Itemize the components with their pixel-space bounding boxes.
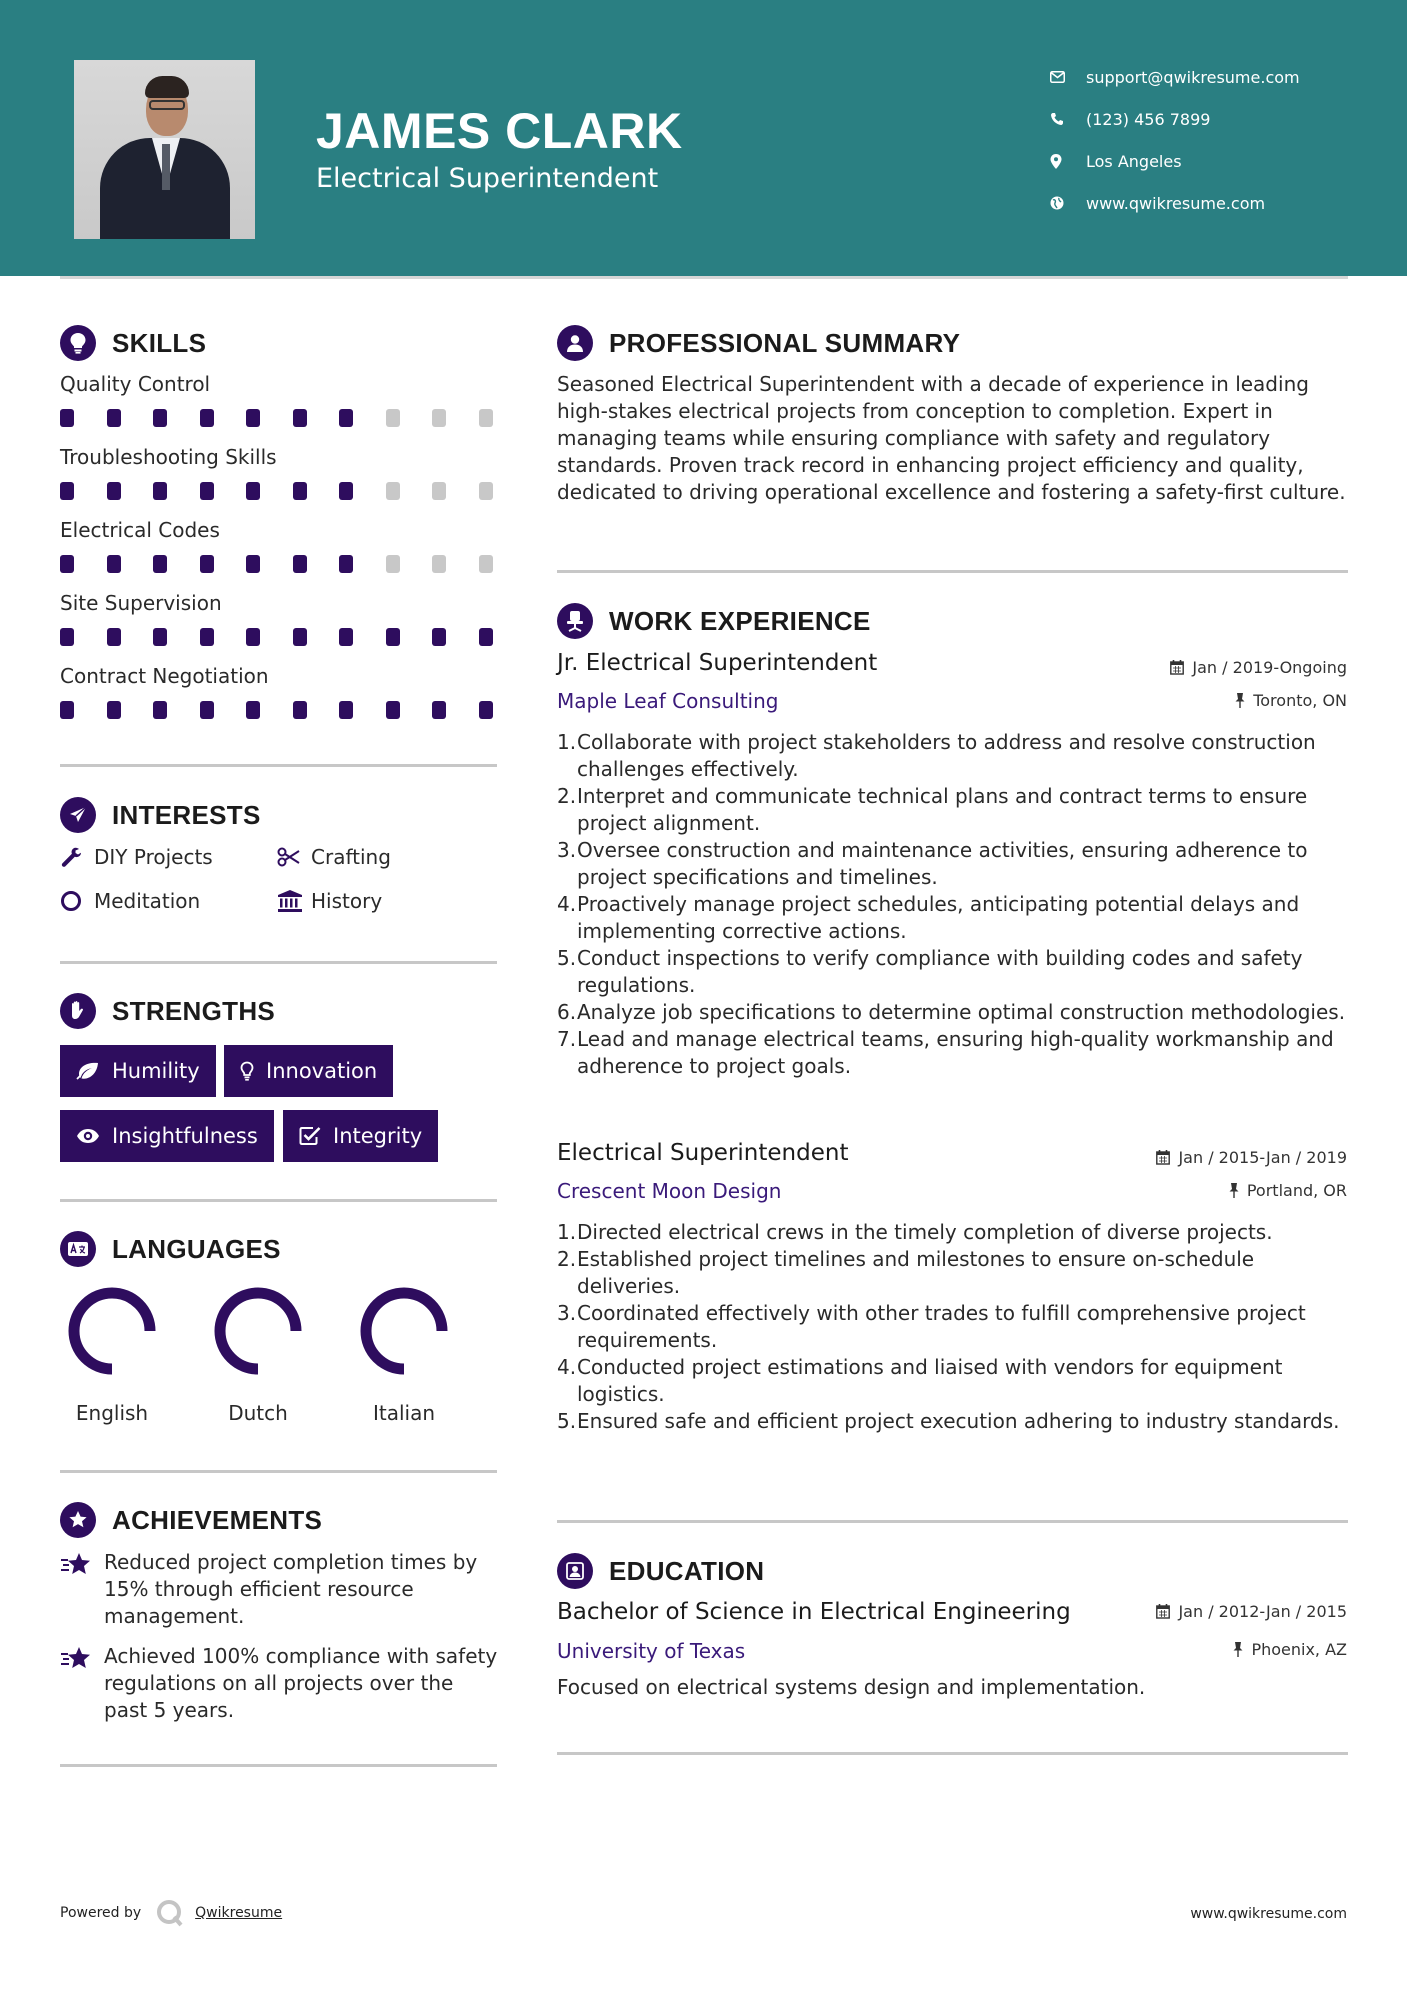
- strength-tag: [60, 1110, 274, 1162]
- languages-title: LANGUAGES: [112, 1233, 281, 1264]
- strength-tag: [60, 1045, 216, 1097]
- section-divider: [60, 1199, 497, 1202]
- duty-item: 5. Conduct inspections to verify compliance with building codes and safety regulations.: [557, 945, 1352, 999]
- footer-powered-by: [60, 1898, 282, 1928]
- rating-dot-filled: [339, 409, 353, 427]
- rating-dot-filled: [293, 482, 307, 500]
- header-banner: [0, 0, 1407, 276]
- summary-heading: [557, 325, 960, 361]
- rating-dot-filled: [479, 628, 493, 646]
- duty-item: 3. Oversee construction and maintenance activities, ensuring adherence to project specifications and timelines.: [557, 837, 1352, 891]
- powered-by-text: Powered by: [60, 1905, 142, 1921]
- job-duties: [557, 729, 1352, 1080]
- qwikresume-logo-icon: [155, 1898, 185, 1928]
- rating-dot-filled: [293, 409, 307, 427]
- skill-rating: [60, 409, 525, 427]
- education-dates: [1156, 1602, 1347, 1621]
- star-badge-icon: [60, 1502, 96, 1538]
- section-divider: [557, 570, 1348, 573]
- language-label: Italian: [372, 1401, 436, 1425]
- bank-icon: [277, 890, 311, 912]
- duty-item: 5. Ensured safe and efficient project execution adhering to industry standards.: [557, 1409, 1340, 1433]
- interests-title: INTERESTS: [112, 799, 261, 830]
- section-divider: [60, 1470, 497, 1473]
- skill-rating: [60, 701, 525, 719]
- eye-icon: [76, 1128, 100, 1144]
- skill-rating: [60, 555, 525, 573]
- rating-dot-filled: [386, 628, 400, 646]
- job-title: Jr. Electrical Superintendent: [557, 650, 878, 676]
- duty-item: 1. Collaborate with project stakeholders to address and resolve construction challenges effectively.: [557, 729, 1352, 783]
- contact-email[interactable]: [1050, 56, 1380, 98]
- language-gauge: [212, 1285, 304, 1377]
- envelope-icon: [1050, 71, 1086, 83]
- skill-name: Site Supervision: [60, 591, 222, 615]
- duty-item: 4. Proactively manage project schedules, anticipating potential delays and implementing corrective actions.: [557, 891, 1352, 945]
- achievement-item: [60, 1643, 500, 1724]
- job-location-text: Portland, OR: [1246, 1181, 1347, 1200]
- rating-dot-filled: [200, 409, 214, 427]
- rating-dot-filled: [200, 628, 214, 646]
- language-item: [52, 1285, 172, 1425]
- map-pin-icon: [1050, 154, 1086, 169]
- rating-dot-filled: [200, 701, 214, 719]
- strength-label: Humility: [112, 1059, 200, 1083]
- achievements-title: ACHIEVEMENTS: [112, 1504, 323, 1535]
- section-divider: [60, 1764, 497, 1767]
- company-name: Maple Leaf Consulting: [557, 689, 779, 713]
- skill-name: Troubleshooting Skills: [60, 445, 277, 469]
- header-divider: [60, 276, 1348, 279]
- rating-dot-empty: [479, 482, 493, 500]
- interests-heading: [60, 797, 261, 833]
- strengths-heading: [60, 993, 275, 1029]
- rating-dot-filled: [479, 701, 493, 719]
- rating-dot-filled: [60, 628, 74, 646]
- calendar-icon: [1156, 1604, 1170, 1619]
- duty-item: 2. Established project timelines and milestones to ensure on-schedule deliveries.: [557, 1246, 1352, 1300]
- school-name: University of Texas: [557, 1639, 746, 1663]
- rating-dot-filled: [153, 482, 167, 500]
- job-dates-text: Jan / 2015-Jan / 2019: [1178, 1148, 1347, 1167]
- skill-name: Quality Control: [60, 372, 211, 396]
- job-title: Electrical Superintendent: [557, 1140, 849, 1166]
- language-item: [198, 1285, 318, 1425]
- scissors-icon: [277, 847, 311, 867]
- rating-dot-filled: [432, 701, 446, 719]
- section-divider: [60, 764, 497, 767]
- language-gauge: [358, 1285, 450, 1377]
- education-description: Focused on electrical systems design and implementation.: [557, 1675, 1146, 1699]
- rating-dot-filled: [153, 409, 167, 427]
- graduate-icon: [557, 1553, 593, 1589]
- hand-icon: [60, 993, 96, 1029]
- rating-dot-filled: [107, 555, 121, 573]
- duty-text: Directed electrical crews in the timely completion of diverse projects.: [577, 1220, 1273, 1244]
- rating-dot-empty: [386, 555, 400, 573]
- paper-plane-icon: [60, 797, 96, 833]
- interest-label: History: [311, 889, 383, 913]
- rating-dot-filled: [153, 555, 167, 573]
- interest-item: [277, 889, 382, 913]
- leaf-icon: [76, 1062, 100, 1080]
- rating-dot-filled: [339, 482, 353, 500]
- language-icon: [60, 1231, 96, 1267]
- language-label: Dutch: [228, 1401, 288, 1425]
- star-icon: [60, 1643, 104, 1724]
- rating-dot-filled: [386, 701, 400, 719]
- skill-rating: [60, 482, 525, 500]
- interest-label: DIY Projects: [94, 845, 213, 869]
- candidate-role: Electrical Superintendent: [316, 163, 659, 194]
- strength-label: Insightfulness: [112, 1124, 258, 1148]
- contact-phone[interactable]: [1050, 98, 1380, 140]
- rating-dot-filled: [60, 409, 74, 427]
- profile-photo: [74, 60, 255, 239]
- duty-item: 7. Lead and manage electrical teams, ensuring high-quality workmanship and adherence to project goals.: [557, 1026, 1352, 1080]
- rating-dot-filled: [293, 555, 307, 573]
- rating-dot-filled: [339, 628, 353, 646]
- rating-dot-filled: [339, 555, 353, 573]
- job-location: [1229, 1181, 1347, 1200]
- rating-dot-empty: [386, 482, 400, 500]
- rating-dot-filled: [339, 701, 353, 719]
- strength-tag: [224, 1045, 393, 1097]
- section-divider: [60, 961, 497, 964]
- duty-text: Proactively manage project schedules, anticipating potential delays and implementing corrective actions.: [577, 892, 1300, 943]
- skills-title: SKILLS: [112, 327, 207, 358]
- skill-name: Electrical Codes: [60, 518, 220, 542]
- rating-dot-filled: [107, 409, 121, 427]
- education-location-text: Phoenix, AZ: [1251, 1640, 1347, 1659]
- rating-dot-filled: [153, 701, 167, 719]
- duty-item: 6. Analyze job specifications to determine optimal construction methodologies.: [557, 1000, 1346, 1024]
- job-duties: [557, 1219, 1352, 1435]
- contact-location-text: Los Angeles: [1086, 151, 1182, 171]
- footer-website[interactable]: www.qwikresume.com: [1190, 1906, 1347, 1922]
- globe-icon: [1050, 196, 1086, 210]
- office-chair-icon: [557, 603, 593, 639]
- circle-icon: [60, 890, 94, 912]
- contact-location: [1050, 140, 1380, 182]
- rating-dot-filled: [107, 482, 121, 500]
- rating-dot-filled: [246, 482, 260, 500]
- job-location-text: Toronto, ON: [1253, 691, 1347, 710]
- section-divider: [557, 1752, 1348, 1755]
- contact-website-text: www.qwikresume.com: [1086, 193, 1266, 213]
- duty-text: Collaborate with project stakeholders to address and resolve construction challenges effectively.: [577, 730, 1316, 781]
- check-square-icon: [299, 1126, 321, 1146]
- rating-dot-empty: [479, 555, 493, 573]
- lightbulb-outline-icon: [240, 1061, 254, 1081]
- calendar-icon: [1156, 1150, 1170, 1165]
- achievement-text: Achieved 100% compliance with safety regulations on all projects over the past 5 years.: [104, 1644, 498, 1722]
- skill-name: Contract Negotiation: [60, 664, 269, 688]
- lightbulb-icon: [60, 325, 96, 361]
- contact-list: [1050, 56, 1380, 224]
- rating-dot-filled: [246, 555, 260, 573]
- duty-text: Oversee construction and maintenance activities, ensuring adherence to project specifications and timelines.: [577, 838, 1308, 889]
- rating-dot-filled: [60, 701, 74, 719]
- rating-dot-filled: [246, 409, 260, 427]
- section-divider: [557, 1520, 1348, 1523]
- language-label: English: [75, 1401, 149, 1425]
- rating-dot-filled: [153, 628, 167, 646]
- rating-dot-empty: [432, 409, 446, 427]
- duty-item: 1. Directed electrical crews in the timely completion of diverse projects.: [557, 1220, 1273, 1244]
- contact-website[interactable]: [1050, 182, 1380, 224]
- rating-dot-filled: [293, 701, 307, 719]
- language-level-arc: [74, 1293, 150, 1369]
- experience-heading: [557, 603, 871, 639]
- candidate-name: JAMES CLARK: [316, 103, 683, 159]
- phone-icon: [1050, 112, 1086, 126]
- rating-dot-filled: [200, 555, 214, 573]
- calendar-icon: [1170, 660, 1184, 675]
- rating-dot-filled: [200, 482, 214, 500]
- language-item: [344, 1285, 464, 1425]
- job-dates-text: Jan / 2019-Ongoing: [1192, 658, 1347, 677]
- duty-item: 2. Interpret and communicate technical plans and contract terms to ensure project alignment.: [557, 783, 1352, 837]
- rating-dot-empty: [432, 482, 446, 500]
- duty-text: Analyze job specifications to determine optimal construction methodologies.: [577, 1000, 1346, 1024]
- achievement-text: Reduced project completion times by 15% through efficient resource management.: [104, 1550, 478, 1628]
- rating-dot-filled: [293, 628, 307, 646]
- language-level-arc: [220, 1293, 296, 1369]
- skill-rating: [60, 628, 525, 646]
- thumbtack-icon: [1229, 1183, 1239, 1198]
- duty-text: Interpret and communicate technical plans and contract terms to ensure project alignment.: [577, 784, 1308, 835]
- skills-heading: [60, 325, 206, 361]
- job-dates: [1170, 658, 1347, 677]
- contact-email-text: support@qwikresume.com: [1086, 67, 1300, 87]
- education-title: EDUCATION: [609, 1555, 765, 1586]
- achievement-item: [60, 1549, 500, 1630]
- summary-title: PROFESSIONAL SUMMARY: [609, 327, 961, 358]
- duty-text: Conduct inspections to verify compliance with building codes and safety regulations.: [577, 946, 1303, 997]
- job-location: [1235, 691, 1347, 710]
- language-gauge: [66, 1285, 158, 1377]
- rating-dot-filled: [246, 628, 260, 646]
- rating-dot-empty: [432, 555, 446, 573]
- language-level-arc: [366, 1293, 442, 1369]
- contact-phone-text: (123) 456 7899: [1086, 109, 1211, 129]
- interest-label: Meditation: [94, 889, 201, 913]
- strength-label: Innovation: [266, 1059, 378, 1083]
- rating-dot-filled: [107, 701, 121, 719]
- duty-item: 3. Coordinated effectively with other trades to fulfill comprehensive project requirements.: [557, 1300, 1352, 1354]
- rating-dot-filled: [60, 482, 74, 500]
- interest-item: [60, 845, 213, 869]
- strength-tag: [283, 1110, 438, 1162]
- interest-item: [277, 845, 391, 869]
- star-icon: [60, 1549, 104, 1630]
- qwikresume-link[interactable]: Qwikresume: [195, 1905, 283, 1921]
- rating-dot-filled: [432, 628, 446, 646]
- languages-heading: [60, 1231, 281, 1267]
- strengths-title: STRENGTHS: [112, 995, 276, 1026]
- duty-text: Lead and manage electrical teams, ensuring high-quality workmanship and adherence to project goals.: [577, 1027, 1334, 1078]
- interest-label: Crafting: [311, 845, 391, 869]
- education-heading: [557, 1553, 764, 1589]
- rating-dot-empty: [386, 409, 400, 427]
- strength-label: Integrity: [333, 1124, 423, 1148]
- rating-dot-filled: [60, 555, 74, 573]
- duty-text: Conducted project estimations and liaised with vendors for equipment logistics.: [577, 1355, 1283, 1406]
- company-name: Crescent Moon Design: [557, 1179, 782, 1203]
- degree-title: Bachelor of Science in Electrical Engineering: [557, 1599, 1071, 1625]
- duty-text: Established project timelines and milestones to ensure on-schedule deliveries.: [577, 1247, 1255, 1298]
- wrench-icon: [60, 846, 94, 868]
- summary-text: Seasoned Electrical Superintendent with a decade of experience in leading high-stakes electrical projects from conception to completion. Expert in managing teams while ensuring compliance with safety and regulatory standards. Proven track record in enhancing project efficiency and quality, dedicated to driving operational excellence and fostering a safety-first culture.: [557, 372, 1346, 504]
- achievements-heading: [60, 1502, 322, 1538]
- job-dates: [1156, 1148, 1347, 1167]
- duty-item: 4. Conducted project estimations and liaised with vendors for equipment logistics.: [557, 1354, 1352, 1408]
- education-location: [1233, 1640, 1347, 1659]
- rating-dot-filled: [246, 701, 260, 719]
- experience-title: WORK EXPERIENCE: [609, 605, 871, 636]
- duty-text: Coordinated effectively with other trades to fulfill comprehensive project requirements.: [577, 1301, 1306, 1352]
- rating-dot-filled: [107, 628, 121, 646]
- user-icon: [557, 325, 593, 361]
- education-dates-text: Jan / 2012-Jan / 2015: [1178, 1602, 1347, 1621]
- rating-dot-empty: [479, 409, 493, 427]
- thumbtack-icon: [1235, 693, 1245, 708]
- thumbtack-icon: [1233, 1642, 1243, 1657]
- interest-item: [60, 889, 200, 913]
- duty-text: Ensured safe and efficient project execution adhering to industry standards.: [577, 1409, 1340, 1433]
